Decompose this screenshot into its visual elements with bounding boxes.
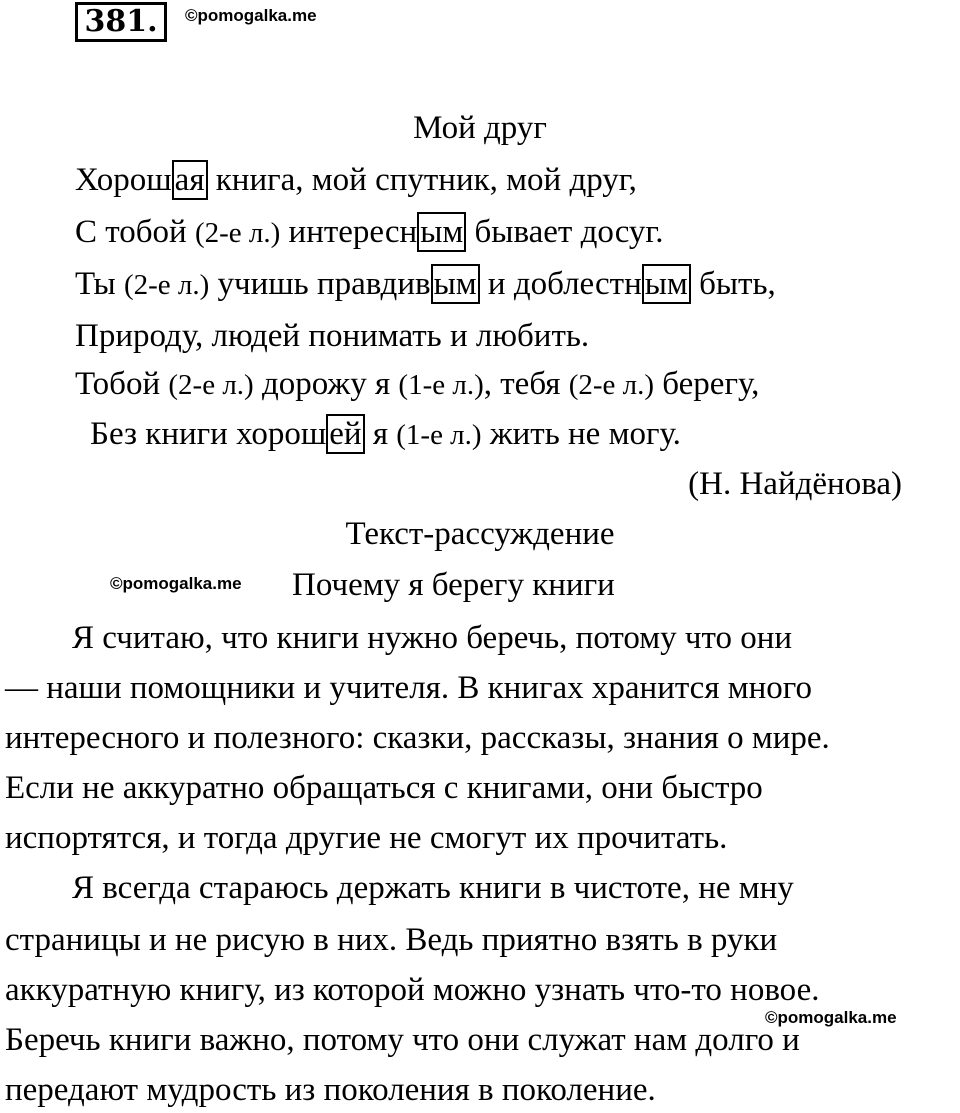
poem-line-4: Природу, людей понимать и любить. <box>75 318 590 354</box>
ending-box: ей <box>326 414 364 454</box>
essay-title: Почему я берегу книги <box>292 567 615 603</box>
essay-line: испортятся, и тогда другие не смогут их прочитать. <box>5 820 728 856</box>
task-number-box: 381. <box>75 2 167 42</box>
watermark-top: ©pomogalka.me <box>185 6 317 25</box>
poem-author: (Н. Найдёнова) <box>688 466 902 502</box>
essay-line: Беречь книги важно, потому что они служат нам долго и <box>5 1022 800 1058</box>
ending-box: ая <box>172 160 208 200</box>
poem-line-3: Ты (2-е л.) учишь правдивым и доблестным быть, <box>75 266 776 302</box>
person-note: (2-е л.) <box>123 269 210 301</box>
poem-line-5: Тобой (2-е л.) дорожу я (1-е л.), тебя (2-е л.) берегу, <box>75 366 760 402</box>
essay-line: аккуратную книгу, из которой можно узнать что-то новое. <box>5 972 820 1008</box>
task-number: 381 <box>84 4 148 39</box>
poem-line-1: Хорошая книга, мой спутник, мой друг, <box>75 162 637 198</box>
poem-title: Мой друг <box>413 110 547 146</box>
watermark-middle: ©pomogalka.me <box>110 574 242 593</box>
person-note: (1-е л.) <box>398 369 484 401</box>
essay-line: передают мудрость из поколения в поколение. <box>5 1072 656 1108</box>
essay-line: Я всегда стараюсь держать книги в чистоте, не мну <box>72 870 794 906</box>
essay-line: Я считаю, что книги нужно беречь, потому что они <box>72 620 793 656</box>
watermark-bottom: ©pomogalka.me <box>765 1008 897 1027</box>
person-note: (2-е л.) <box>168 369 254 401</box>
person-note: (1-е л.) <box>396 419 482 451</box>
essay-line: интересного и полезного: сказки, рассказы, знания о мире. <box>5 720 830 756</box>
ending-box: ым <box>642 264 691 304</box>
poem-line-2: С тобой (2-е л.) интересным бывает досуг. <box>75 214 664 250</box>
person-note: (2-е л.) <box>194 217 281 249</box>
ending-box: ым <box>431 264 480 304</box>
poem-line-6: Без книги хорошей я (1-е л.) жить не могу. <box>90 416 681 452</box>
essay-line: Если не аккуратно обращаться с книгами, они быстро <box>5 770 763 806</box>
essay-line: — наши помощники и учителя. В книгах хранится много <box>5 670 813 706</box>
ending-box: ым <box>417 212 466 252</box>
person-note: (2-е л.) <box>568 369 655 401</box>
essay-line: страницы и не рисую в них. Ведь приятно взять в руки <box>5 922 778 958</box>
essay-type-heading: Текст-рассуждение <box>345 516 615 552</box>
